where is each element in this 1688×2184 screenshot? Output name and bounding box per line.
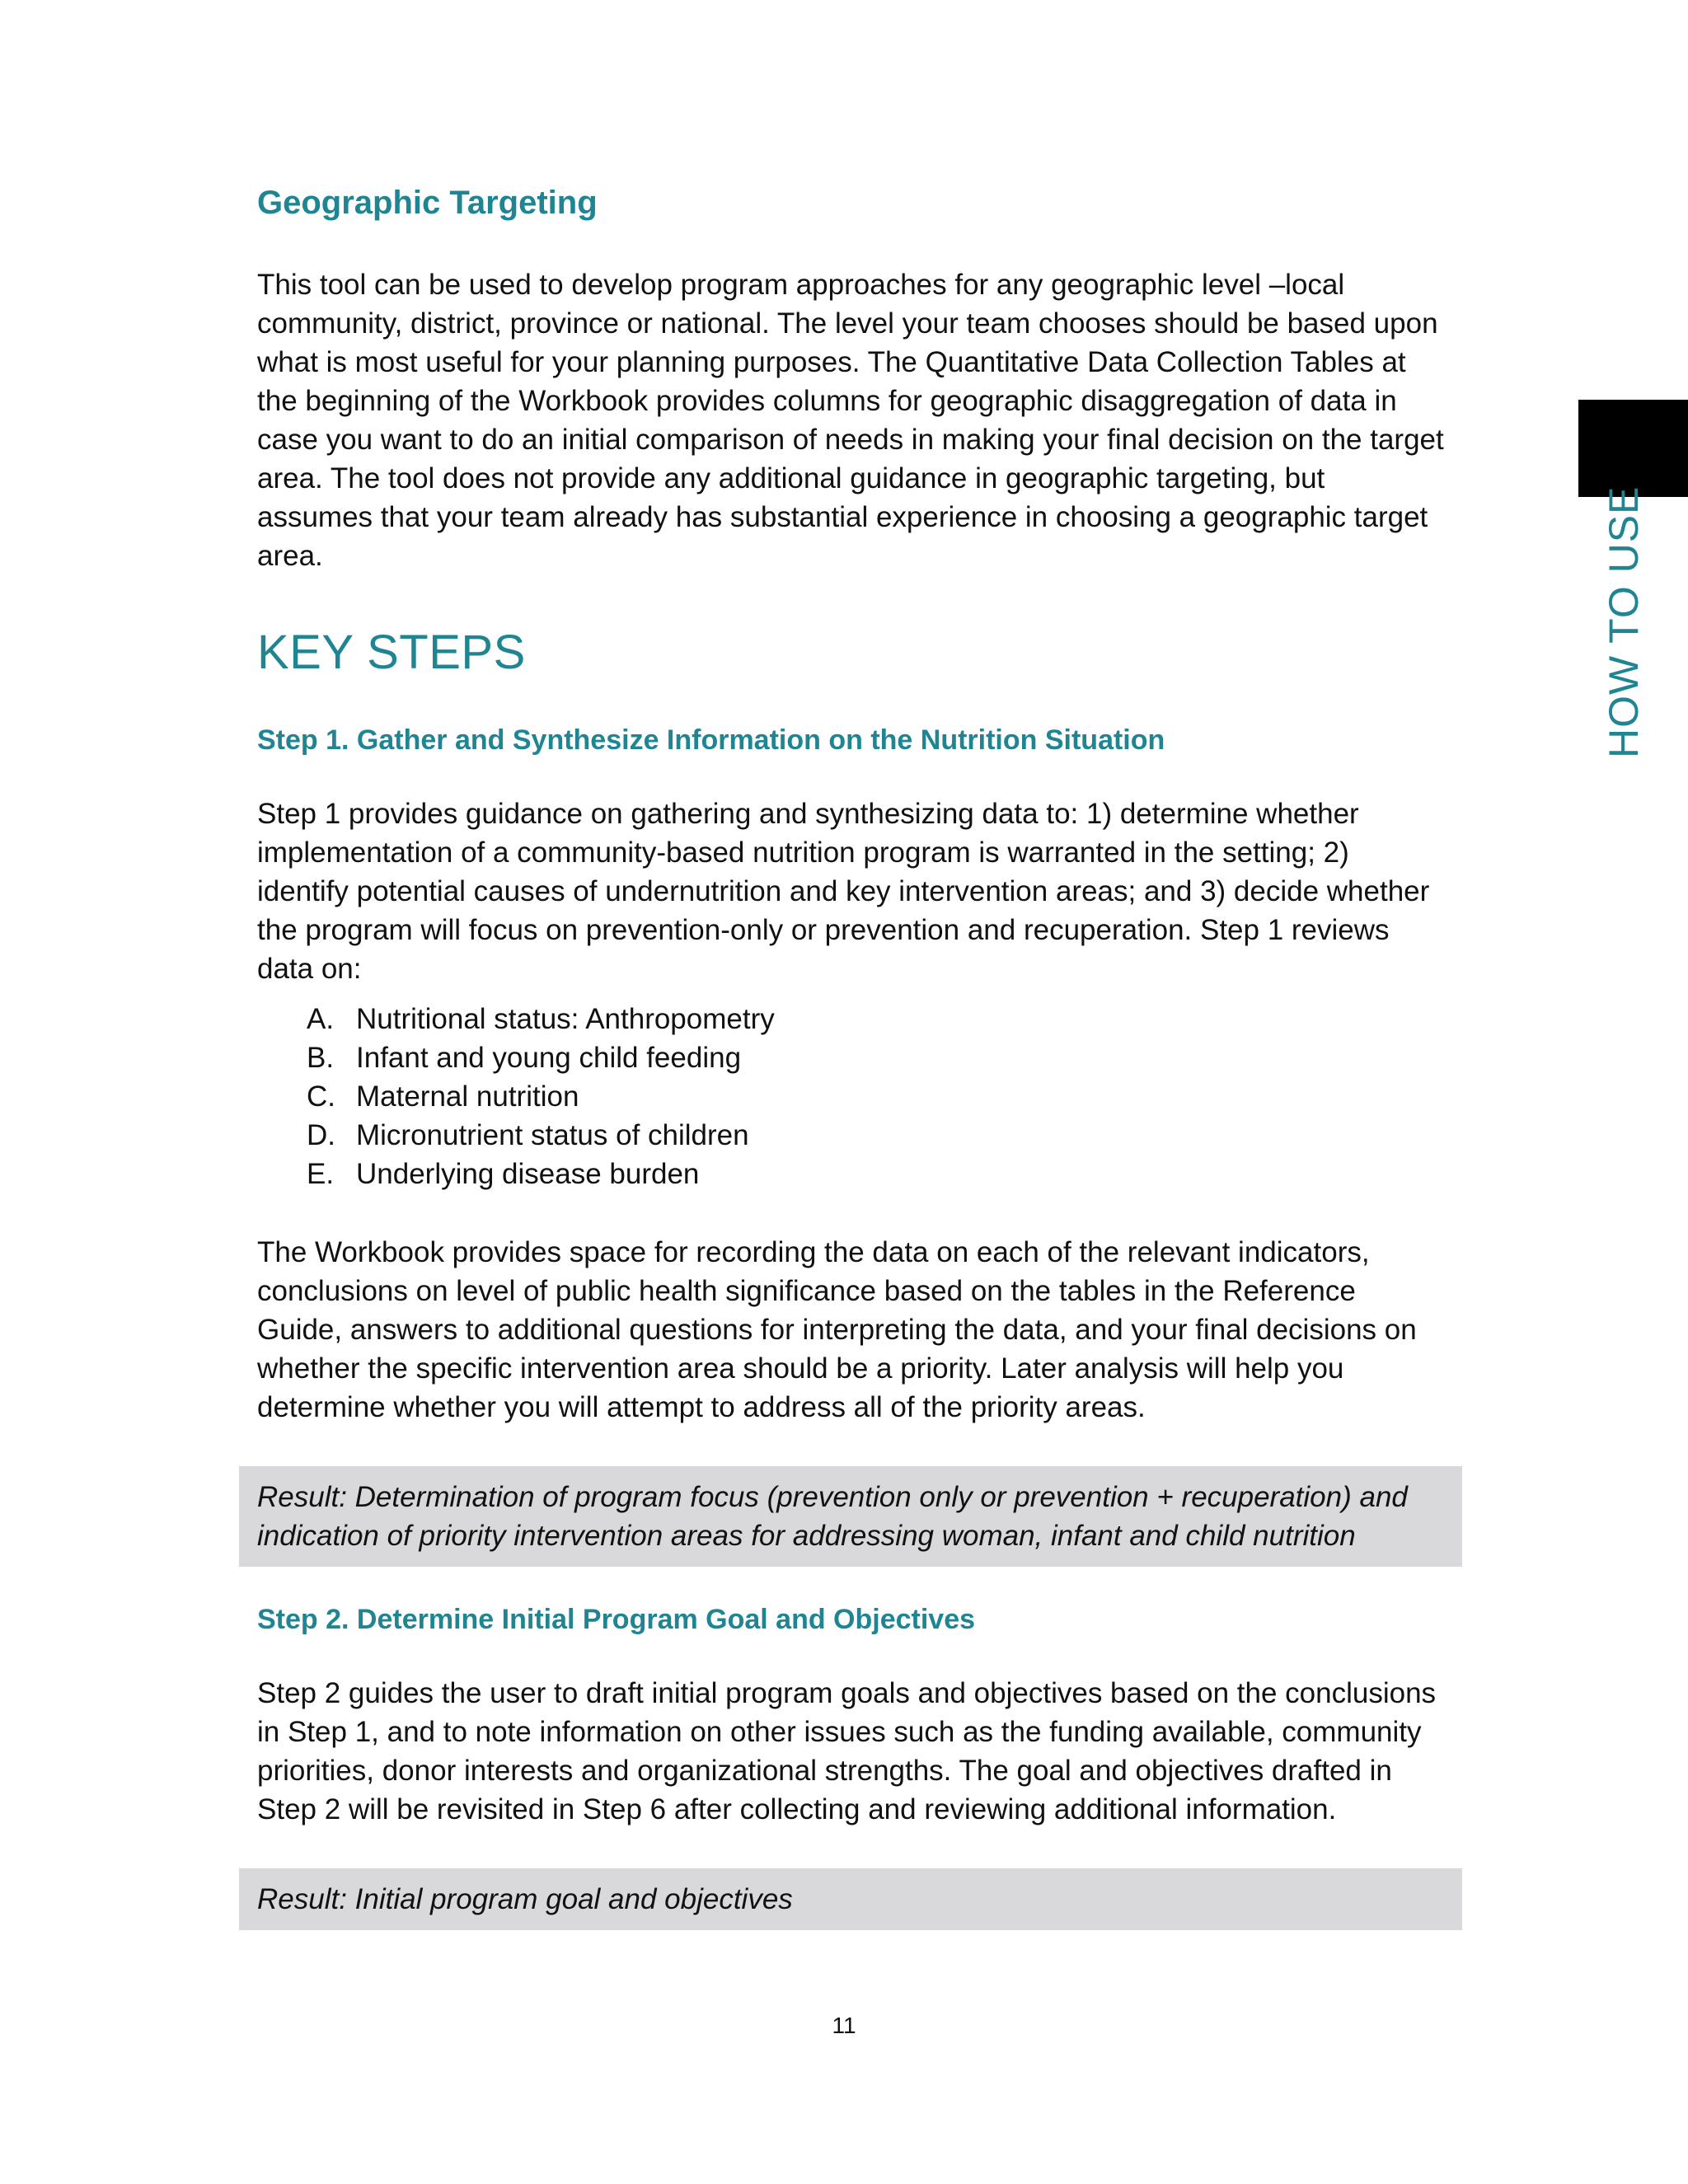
list-marker: A. (307, 1003, 335, 1035)
list-item-text: Nutritional status: Anthropometry (356, 1003, 775, 1035)
list-marker: C. (307, 1080, 335, 1113)
list-item (307, 1077, 1444, 1116)
list-item (307, 1038, 1444, 1077)
list-marker: E. (307, 1158, 335, 1190)
step1-data-list (257, 1000, 1444, 1193)
step1-heading: Step 1. Gather and Synthesize Information on the Nutrition Situation (257, 724, 1165, 756)
step2-result-text: Result: Initial program goal and objectives (257, 1883, 793, 1915)
page-number: 11 (832, 2013, 856, 2038)
list-marker: B. (307, 1042, 335, 1074)
side-tab-label: HOW TO USE (1601, 485, 1647, 758)
list-item-text: Infant and young child feeding (356, 1042, 742, 1074)
list-item-text: Maternal nutrition (356, 1080, 579, 1113)
list-item (307, 1000, 1444, 1038)
page-content (257, 180, 1444, 1930)
step1-result-text: Result: Determination of program focus (prevention only or prevention + recuperation) and indication of priority intervention areas for addressing woman, infant and child nutrition (257, 1481, 1408, 1552)
list-marker: D. (307, 1119, 335, 1151)
step2-section (257, 1600, 1444, 1930)
step2-paragraph: Step 2 guides the user to draft initial program goals and objectives based on the conclusions in Step 1, and to note information on other issues such as the funding available, community priorities, donor interests and organizational strengths. The goal and objectives drafted in Step 2 will be revisited in Step 6 after collecting and reviewing additional information. (257, 1677, 1437, 1825)
key-steps-heading: KEY STEPS (257, 626, 526, 679)
step1-intro-paragraph: Step 1 provides guidance on gathering and synthesizing data to: 1) determine whether implementation of a community-based nutrition program is warranted in the setting; 2) identify potential causes of undernutrition and key intervention areas; and 3) decide whether the program will focus on prevention-only or prevention and recuperation. Step 1 reviews data on: (257, 798, 1430, 985)
step2-heading: Step 2. Determine Initial Program Goal and Objectives (257, 1604, 976, 1635)
step2-result-box (239, 1868, 1462, 1930)
geographic-targeting-paragraph: This tool can be used to develop program approaches for any geographic level –local community, district, province or national. The level your team chooses should be based upon what is most useful for your planning purposes. The Quantitative Data Collection Tables at the beginning of the Workbook provides columns for geographic disaggregation of data in case you want to do an initial comparison of needs in making your final decision on the target area. The tool does not provide any additional guidance in geographic targeting, but assumes that your team already has substantial experience in choosing a geographic target area. (257, 269, 1444, 572)
step1-workbook-paragraph: The Workbook provides space for recording the data on each of the relevant indicators, conclusions on level of public health significance based on the tables in the Reference Guide, answers to additional questions for interpreting the data, and your final decisions on whether the specific intervention area should be a priority. Later analysis will help you determine whether you will attempt to address all of the priority areas. (257, 1236, 1417, 1423)
list-item (307, 1116, 1444, 1155)
geographic-targeting-heading: Geographic Targeting (257, 185, 598, 221)
list-item (307, 1155, 1444, 1193)
step1-result-box (239, 1466, 1462, 1567)
side-tab-marker (1578, 400, 1688, 497)
list-item-text: Underlying disease burden (356, 1158, 700, 1190)
list-item-text: Micronutrient status of children (356, 1119, 749, 1151)
